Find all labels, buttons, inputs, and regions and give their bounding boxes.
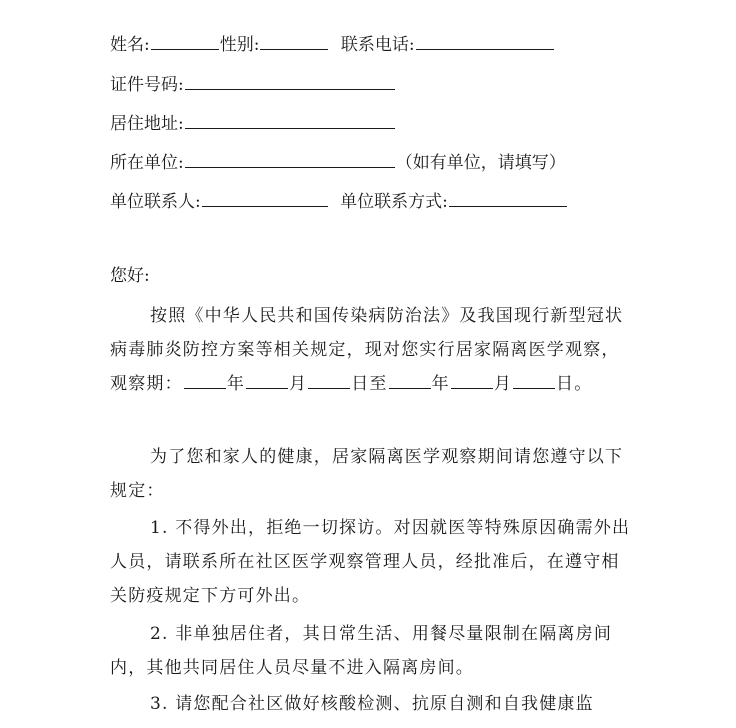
phone-label: 联系电话: (340, 35, 415, 55)
unit-contact-method-label: 单位联系方式: (340, 192, 448, 212)
name-field[interactable] (151, 32, 219, 50)
month-label-2: 月 (493, 374, 513, 394)
address-field[interactable] (185, 111, 395, 129)
paragraph-observation-period (110, 299, 634, 401)
day-to-label: 日至 (351, 374, 388, 394)
unit-contact-field[interactable] (202, 189, 328, 207)
unit-field[interactable] (185, 150, 395, 168)
name-label: 姓名: (110, 35, 150, 55)
unit-label: 所在单位: (110, 153, 184, 173)
rule-2: 2. 非单独居住者，其日常生活、用餐尽量限制在隔离房间内，其他共同居住人员尽量不进入隔离房间。 (110, 624, 613, 678)
gender-field[interactable] (260, 32, 328, 50)
phone-field[interactable] (416, 32, 554, 50)
gender-label: 性别: (219, 35, 260, 55)
end-month-field[interactable] (451, 371, 493, 389)
year-label-1: 年 (226, 374, 246, 394)
unit-contact-label: 单位联系人: (110, 192, 201, 212)
rule-1: 1. 不得外出，拒绝一切探访。对因就医等特殊原因确需外出人员，请联系所在社区医学观察管理人员，经批准后，在遵守相关防疫规定下方可外出。 (110, 518, 631, 606)
day-label-2: 日。 (556, 374, 593, 394)
end-day-field[interactable] (513, 371, 555, 389)
unit-row (110, 150, 566, 173)
id-label: 证件号码: (110, 75, 184, 95)
start-year-field[interactable] (184, 371, 226, 389)
start-month-field[interactable] (246, 371, 288, 389)
unit-contact-row (110, 189, 568, 212)
start-day-field[interactable] (308, 371, 350, 389)
unit-note: （如有单位，请填写） (395, 153, 566, 173)
greeting: 您好: (110, 266, 150, 286)
unit-contact-method-field[interactable] (449, 189, 567, 207)
paragraph-1-text: 按照《中华人民共和国传染病防治法》及我国现行新型冠状病毒肺炎防控方案等相关规定，现对您实行居家隔离医学观察，观察期： (110, 306, 624, 394)
month-label-1: 月 (289, 374, 308, 394)
name-row (110, 32, 555, 55)
address-row (110, 111, 396, 134)
address-label: 居住地址: (110, 114, 184, 134)
id-number-field[interactable] (185, 72, 395, 90)
year-label-2: 年 (431, 374, 450, 394)
id-row (110, 72, 396, 95)
paragraph-rules-intro: 为了您和家人的健康，居家隔离医学观察期间请您遵守以下规定： (110, 447, 624, 501)
rule-3: 3. 请您配合社区做好核酸检测、抗原自测和自我健康监 (150, 694, 594, 714)
end-year-field[interactable] (389, 371, 431, 389)
